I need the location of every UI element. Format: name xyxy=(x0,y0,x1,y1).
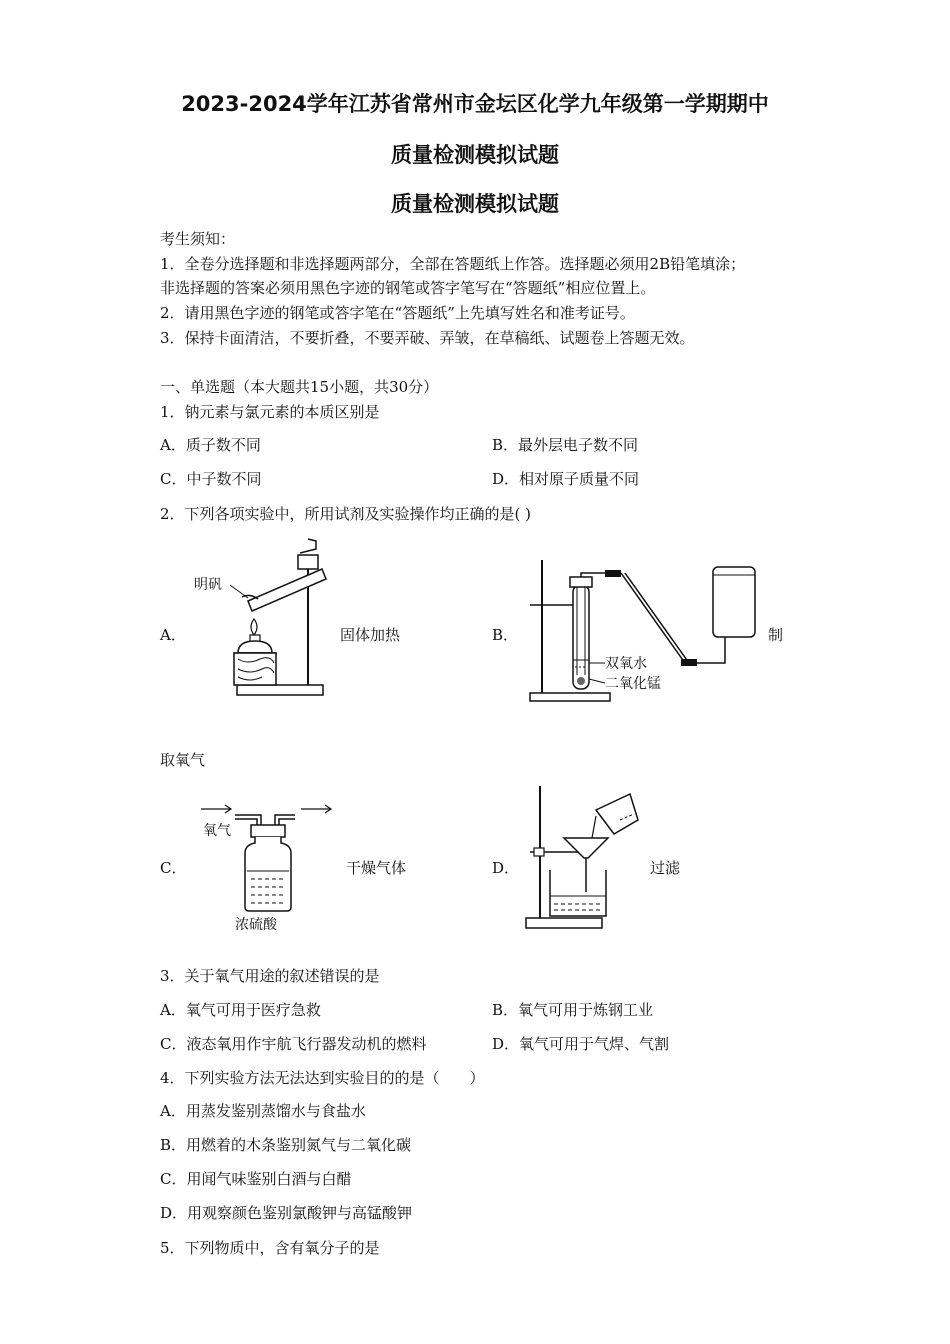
q3-stem: 3．关于氧气用途的叙述错误的是 xyxy=(160,967,380,985)
notice-heading: 考生须知： xyxy=(160,230,236,248)
figure-solid-heating xyxy=(190,535,340,705)
notice-item-2: 2．请用黑色字迹的钢笔或答字笔在“答题纸”上先填写姓名和准考证号。 xyxy=(160,304,635,322)
q1-option-a: A．质子数不同 xyxy=(160,436,261,454)
label-hydrogen-peroxide: 双氧水 xyxy=(605,656,647,672)
q2-option-d-text: 过滤 xyxy=(650,859,681,877)
q2-option-c-label: C． xyxy=(160,859,187,877)
figure-filtration xyxy=(520,780,650,932)
figure-oxygen-generation xyxy=(525,555,765,705)
q4-option-b: B．用燃着的木条鉴别氮气与二氧化碳 xyxy=(160,1136,412,1154)
q3-option-c: C．液态氧用作宇航飞行器发动机的燃料 xyxy=(160,1035,427,1053)
q1-option-b: B．最外层电子数不同 xyxy=(492,436,639,454)
notice-item-1-line-1: 1．全卷分选择题和非选择题两部分，全部在答题纸上作答。选择题必须用2B铅笔填涂； xyxy=(160,255,746,273)
q5-stem: 5．下列物质中，含有氧分子的是 xyxy=(160,1239,380,1257)
q2-option-a-label: A． xyxy=(160,626,186,644)
q2-option-a-text: 固体加热 xyxy=(340,626,401,644)
label-manganese-dioxide: 二氧化锰 xyxy=(605,676,661,692)
figure-gas-drying xyxy=(195,795,340,935)
q1-stem: 1．钠元素与氯元素的本质区别是 xyxy=(160,403,380,421)
q1-option-c: C．中子数不同 xyxy=(160,470,262,488)
q2-option-d-label: D． xyxy=(492,859,520,877)
notice-item-1-line-2: 非选择题的答案必须用黑色字迹的钢笔或答字笔写在“答题纸”相应位置上。 xyxy=(160,279,656,297)
q3-option-d: D．氧气可用于气焊、气割 xyxy=(492,1035,670,1053)
q4-option-c: C．用闻气味鉴别白酒与白醋 xyxy=(160,1170,352,1188)
q2-option-b-label: B． xyxy=(492,626,519,644)
q3-option-a: A．氧气可用于医疗急救 xyxy=(160,1001,321,1019)
exam-title-line3: 质量检测模拟试题 xyxy=(391,192,559,216)
exam-title-line2: 质量检测模拟试题 xyxy=(391,143,559,167)
q1-option-d: D．相对原子质量不同 xyxy=(492,470,640,488)
q3-option-b: B．氧气可用于炼钢工业 xyxy=(492,1001,654,1019)
q2-option-c-text: 干燥气体 xyxy=(346,859,407,877)
label-concentrated-sulfuric-acid: 浓硫酸 xyxy=(235,917,277,933)
section-heading: 一、单选题（本大题共15小题，共30分） xyxy=(160,378,439,396)
exam-title-line1: 2023-2024学年江苏省常州市金坛区化学九年级第一学期期中 xyxy=(181,92,769,116)
q2-option-b-text-continued: 取氧气 xyxy=(160,751,206,769)
notice-item-3: 3．保持卡面清洁，不要折叠，不要弄破、弄皱，在草稿纸、试题卷上答题无效。 xyxy=(160,329,695,347)
q4-option-d: D．用观察颜色鉴别氯酸钾与高锰酸钾 xyxy=(160,1204,413,1222)
q2-stem: 2．下列各项实验中，所用试剂及实验操作均正确的是( ) xyxy=(160,505,532,523)
label-oxygen: 氧气 xyxy=(203,823,231,839)
q2-option-b-text: 制 xyxy=(768,626,784,644)
q4-option-a: A．用蒸发鉴别蒸馏水与食盐水 xyxy=(160,1102,366,1120)
label-alum: 明矾 xyxy=(194,577,222,593)
q4-stem: 4．下列实验方法无法达到实验目的的是（ ） xyxy=(160,1069,485,1087)
